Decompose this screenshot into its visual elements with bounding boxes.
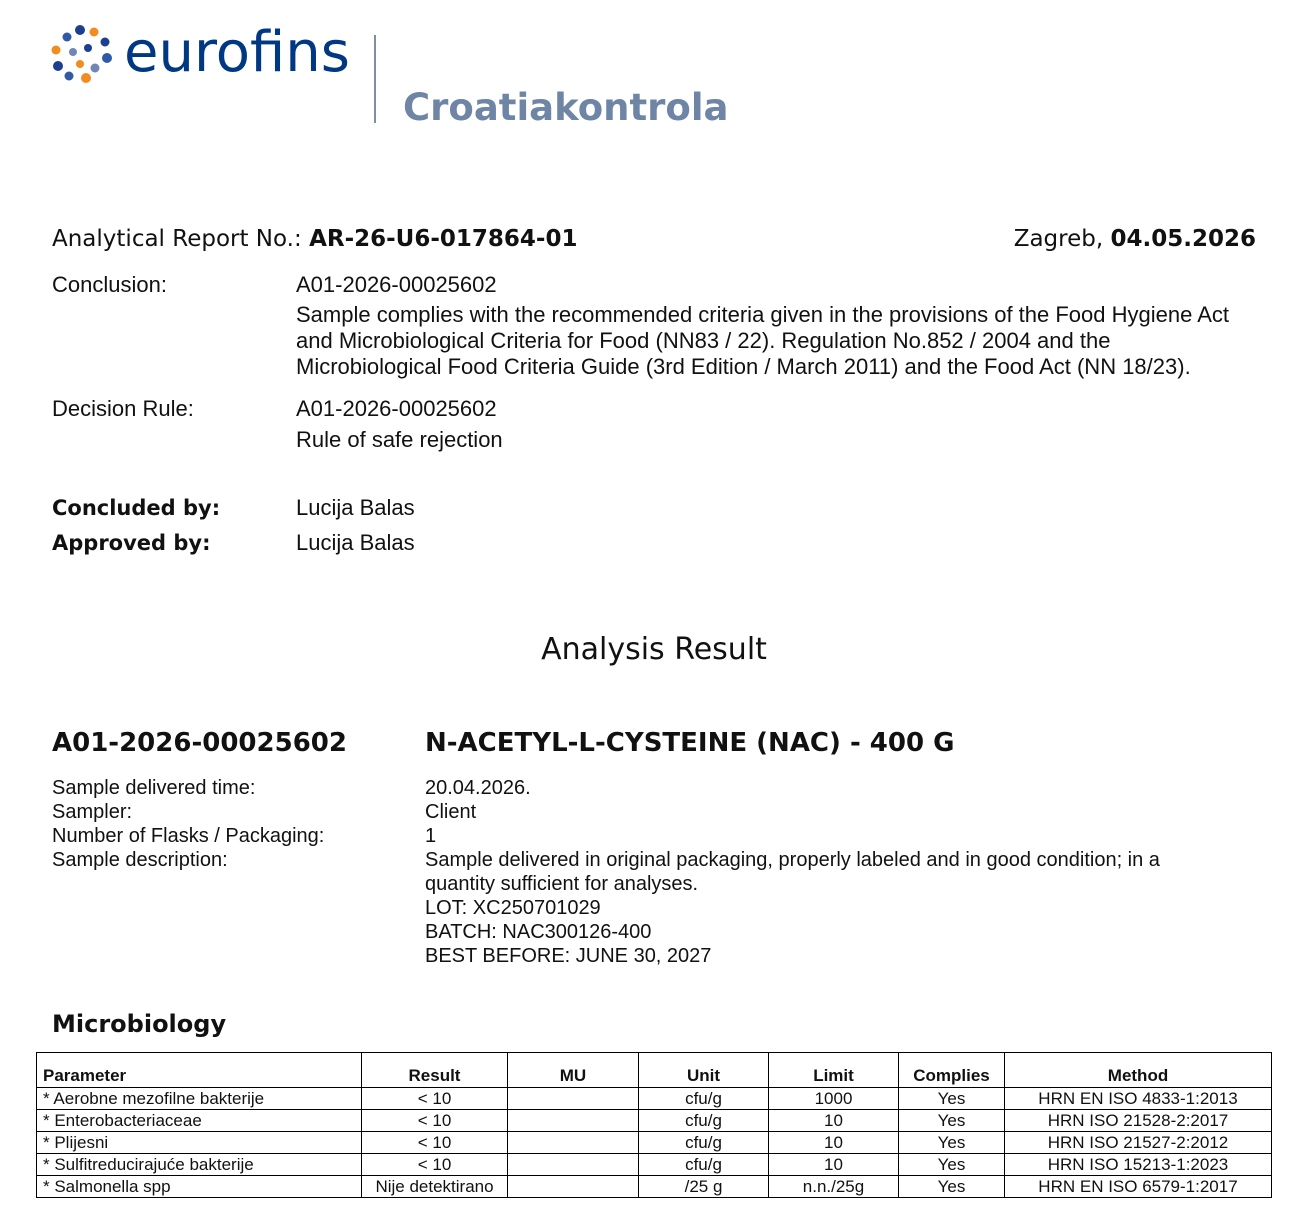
logo-wordmark: eurofins [124,20,350,85]
concluded-by-name: Lucija Balas [296,495,415,520]
method-cell: HRN EN ISO 6579-1:2017 [1005,1176,1272,1198]
flasks-label: Number of Flasks / Packaging: [52,825,325,847]
description-best-before: BEST BEFORE: JUNE 30, 2027 [425,945,712,967]
sampler-value: Client [425,801,477,823]
description-text: Sample delivered in original packaging, properly labeled and in good condition; in a quantity sufficient for analyses. [425,849,1160,895]
unit-cell: /25 g [639,1176,769,1198]
report-date-line [1014,224,1256,254]
product-name: N-ACETYL-L-CYSTEINE (NAC) - 400 G [425,728,955,758]
logo-divider [374,35,376,123]
mu-cell [508,1154,639,1176]
column-header: MU [508,1053,639,1088]
unit-cell: cfu/g [639,1154,769,1176]
result-cell: < 10 [362,1154,508,1176]
limit-cell: 10 [769,1154,899,1176]
column-header: Method [1005,1053,1272,1088]
method-cell: HRN EN ISO 4833-1:2013 [1005,1088,1272,1110]
unit-cell: cfu/g [639,1110,769,1132]
method-cell: HRN ISO 15213-1:2023 [1005,1154,1272,1176]
limit-cell: 10 [769,1132,899,1154]
report-number-label: Analytical Report No.: [52,226,302,252]
unit-cell: cfu/g [639,1088,769,1110]
mu-cell [508,1110,639,1132]
column-header: Unit [639,1053,769,1088]
analysis-result-heading: Analysis Result [541,632,767,667]
report-number: AR-26-U6-017864-01 [309,226,578,252]
method-cell: HRN ISO 21527-2:2012 [1005,1132,1272,1154]
decision-rule-code: A01-2026-00025602 [296,396,497,421]
complies-cell: Yes [899,1088,1005,1110]
column-header: Parameter [37,1053,362,1088]
approved-by-name: Lucija Balas [296,530,415,555]
parameter-cell: * Sulfitreducirajuće bakterije [37,1154,362,1176]
description-label: Sample description: [52,849,228,871]
complies-cell: Yes [899,1132,1005,1154]
decision-rule-text: Rule of safe rejection [296,427,503,452]
complies-cell: Yes [899,1110,1005,1132]
eurofins-logo-icon [50,24,114,84]
microbiology-heading: Microbiology [52,1010,227,1038]
table-row [37,1154,1272,1176]
mu-cell [508,1132,639,1154]
column-header: Complies [899,1053,1005,1088]
report-city: Zagreb, [1013,226,1104,252]
conclusion-text: Sample complies with the recommended criteria given in the provisions of the Food Hygiene Act and Microbiological Criteria for Food (NN83 / 22). Regulation No.852 / 2004 and the Microbiological Food Criteria Guide (3rd Edition / March 2011) and the Food Act (NN 18/23). [296,302,1230,379]
company-name: Croatiakontrola [403,86,729,129]
complies-cell: Yes [899,1176,1005,1198]
result-cell: < 10 [362,1132,508,1154]
table-row [37,1110,1272,1132]
sample-id: A01-2026-00025602 [52,728,347,758]
table-header-row [37,1053,1272,1088]
parameter-cell: * Aerobne mezofilne bakterije [37,1088,362,1110]
report-number-line [52,224,577,254]
column-header: Result [362,1053,508,1088]
parameter-cell: * Salmonella spp [37,1176,362,1198]
report-date: 04.05.2026 [1110,226,1256,252]
unit-cell: cfu/g [639,1132,769,1154]
result-cell: < 10 [362,1088,508,1110]
table-row [37,1132,1272,1154]
parameter-cell: * Enterobacteriaceae [37,1110,362,1132]
delivered-time-value: 20.04.2026. [425,777,531,799]
result-cell: < 10 [362,1110,508,1132]
column-header: Limit [769,1053,899,1088]
delivered-time-label: Sample delivered time: [52,777,256,799]
limit-cell: 1000 [769,1088,899,1110]
table-row [37,1176,1272,1198]
conclusion-label: Conclusion: [52,272,167,297]
approved-by-label: Approved by: [52,531,211,555]
decision-rule-label: Decision Rule: [52,396,194,421]
mu-cell [508,1088,639,1110]
microbiology-table [36,1052,1272,1198]
mu-cell [508,1176,639,1198]
parameter-cell: * Plijesni [37,1132,362,1154]
sampler-label: Sampler: [52,801,133,823]
complies-cell: Yes [899,1154,1005,1176]
limit-cell: n.n./25g [769,1176,899,1198]
flasks-value: 1 [425,825,437,847]
table-row [37,1088,1272,1110]
result-cell: Nije detektirano [362,1176,508,1198]
description-batch: BATCH: NAC300126-400 [425,921,652,943]
method-cell: HRN ISO 21528-2:2017 [1005,1110,1272,1132]
limit-cell: 10 [769,1110,899,1132]
description-lot: LOT: XC250701029 [425,897,601,919]
conclusion-code: A01-2026-00025602 [296,272,497,297]
sample-description [425,848,1225,968]
concluded-by-label: Concluded by: [52,496,221,520]
